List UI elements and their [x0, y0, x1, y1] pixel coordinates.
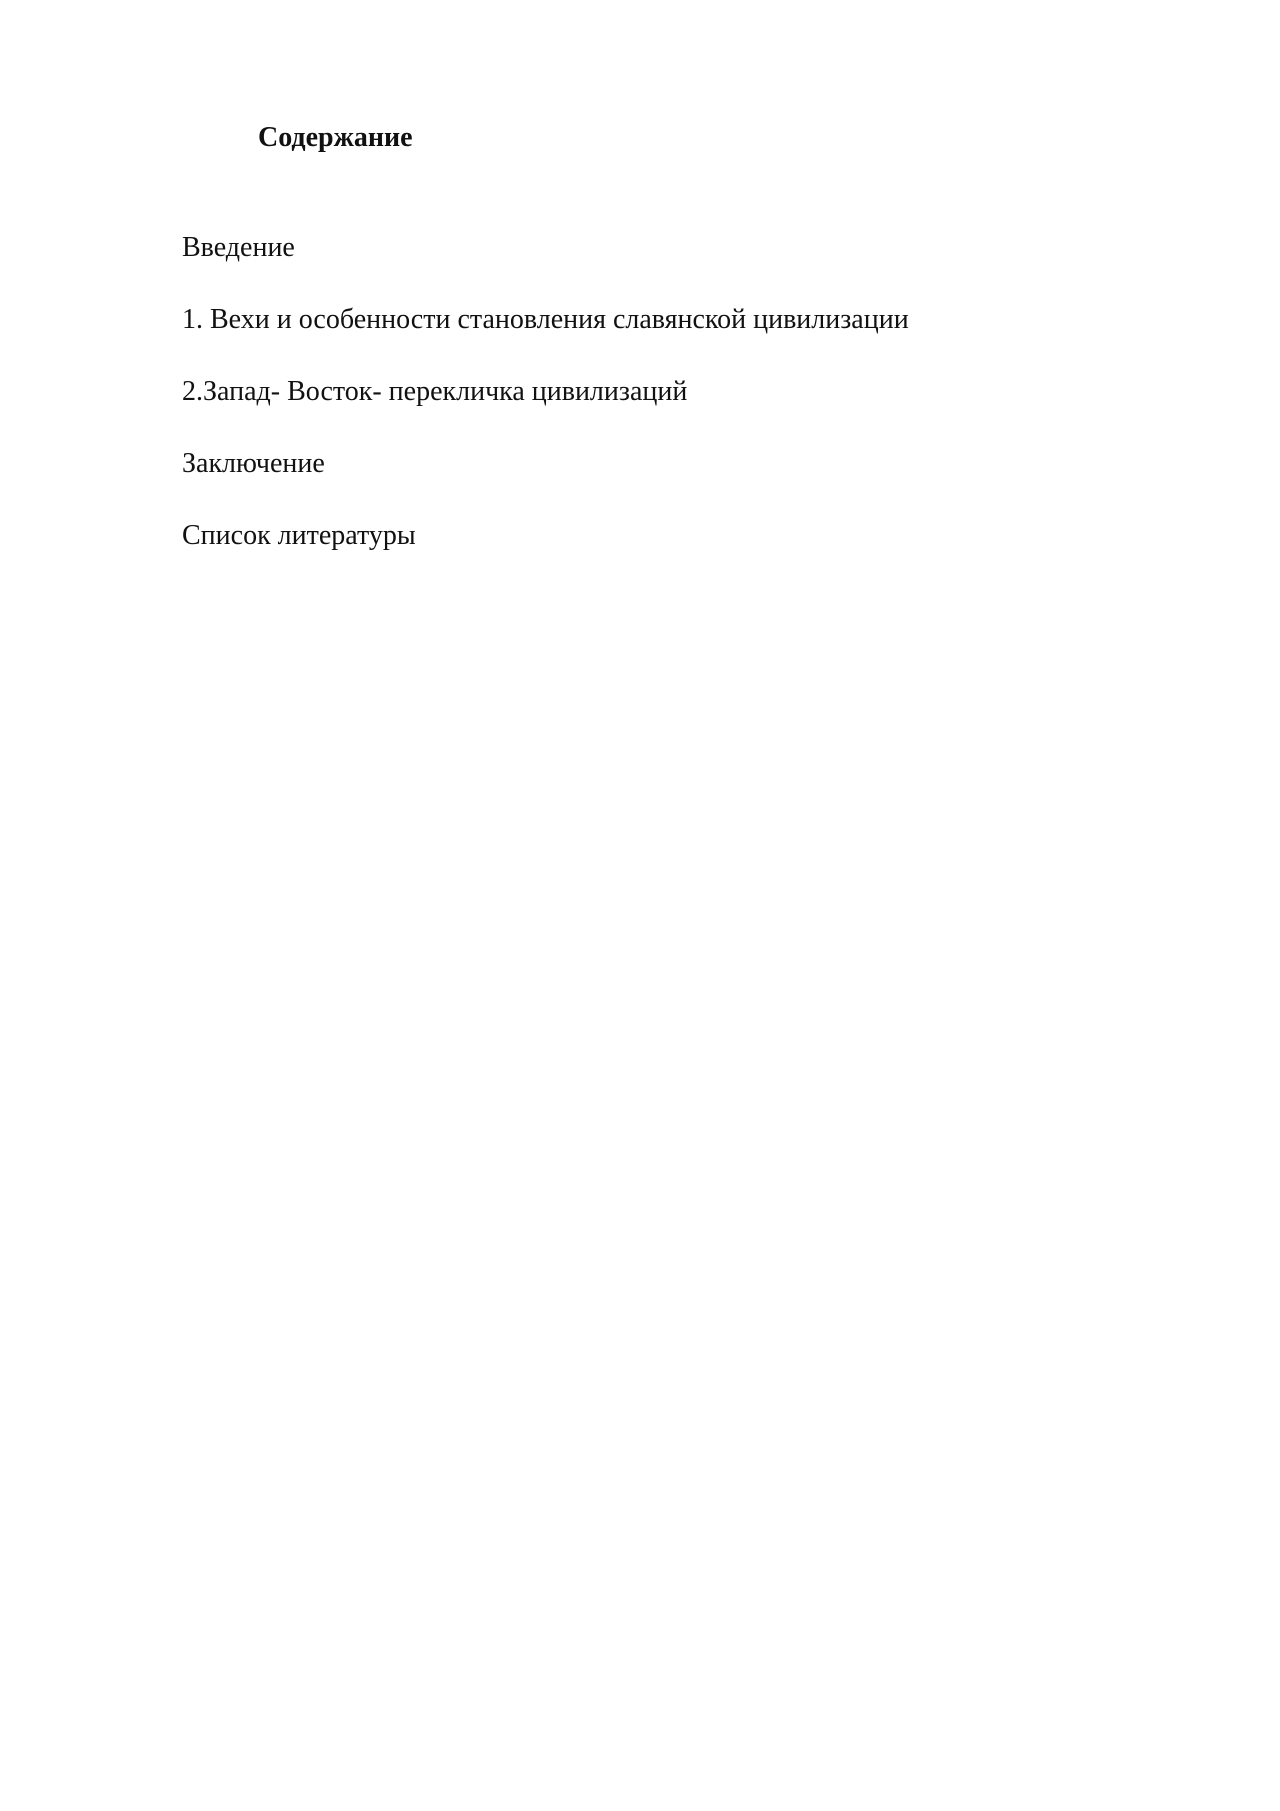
table-of-contents-title: Содержание: [258, 122, 413, 153]
table-of-contents-list: [182, 228, 909, 588]
toc-item-slavic-civilization: 1. Вехи и особенности становления славянской цивилизации: [182, 304, 909, 335]
toc-item-conclusion: Заключение: [182, 448, 325, 479]
toc-item-west-east: 2.Запад- Восток- перекличка цивилизаций: [182, 376, 688, 407]
toc-item-bibliography: Список литературы: [182, 520, 416, 551]
toc-item-introduction: Введение: [182, 232, 295, 263]
